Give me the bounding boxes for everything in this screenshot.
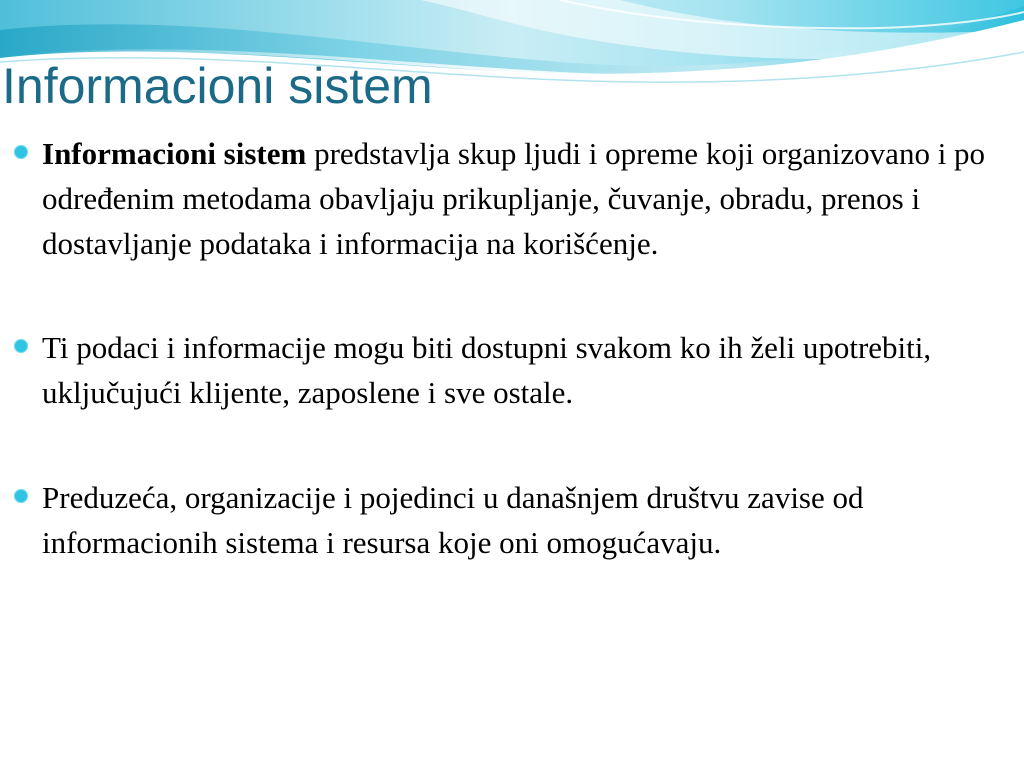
bullet-dot-icon bbox=[14, 339, 28, 353]
bullet-dot-icon bbox=[14, 145, 28, 159]
bullet-dot-icon bbox=[14, 489, 28, 503]
bullet-text: Ti podaci i informacije mogu biti dostupni svakom ko ih želi upotrebiti, uključujući klijente, zaposlene i sve ostale. bbox=[42, 330, 932, 410]
bullet-item-dependence bbox=[14, 475, 1010, 565]
slide-title: Informacioni sistem bbox=[2, 58, 433, 114]
bullet-text: predstavlja skup ljudi i opreme koji organizovano i po određenim metodama obavljaju prikupljanje, čuvanje, obradu, prenos i dostavljanje podataka i informacija na korišćenje. bbox=[42, 136, 986, 261]
bullet-bold-term: Informacioni sistem bbox=[42, 136, 307, 171]
bullet-text: Preduzeća, organizacije i pojedinci u današnjem društvu zavise od informacionih sistema i resursa koje oni omogućavaju. bbox=[42, 480, 864, 560]
bullet-list bbox=[14, 131, 1010, 565]
bullet-item-availability bbox=[14, 325, 1010, 415]
bullet-item-definition bbox=[14, 131, 1010, 266]
